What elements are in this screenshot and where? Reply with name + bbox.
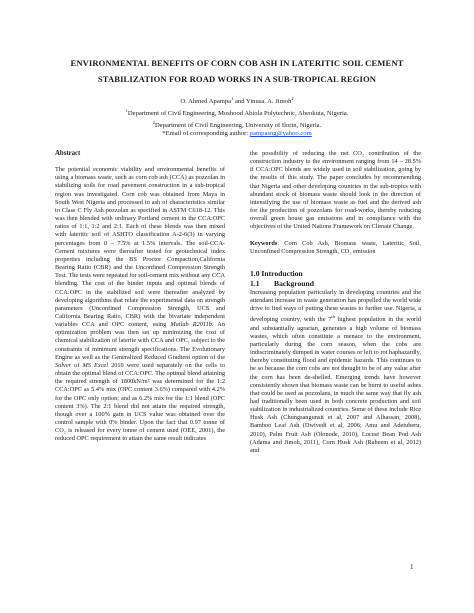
abstract-matlab: Matlab R2011b: [170, 321, 212, 329]
affiliation-1: [40, 107, 434, 119]
abstract-text-part-3: of: [71, 361, 83, 369]
abstract-paragraph: [55, 166, 225, 443]
page-number: 1: [410, 563, 414, 571]
author-names: [40, 95, 434, 107]
keywords-text: : Corn Cob Ash, Biomass waste, Lateritic Soil, Unconfined Compression Strength, CO₂ emission: [250, 239, 421, 255]
keywords-line: [250, 240, 421, 256]
affil-2-mark: 2: [152, 119, 155, 125]
abstract-msexcel: MS Excel: [82, 361, 108, 369]
paragraph-spacer: [250, 232, 421, 240]
affiliation-2: [40, 119, 434, 131]
right-column: [250, 150, 421, 455]
ordinal-suffix: th: [331, 314, 335, 320]
title-line-1: ENVIRONMENTAL BENEFITS OF CORN COB ASH IN LATERITIC SOIL CEMENT: [70, 58, 404, 68]
abstract-continuation: the possibility of reducing the net CO₂ contribution of the construction industry to the environment ranging from 14 – 28.5% if CCA:OPC blends are widely used in soil stabilization, going by the results of this study. The paper concludes by recommending that Nigeria and other developing countries in the sub-tropics with abundant stock of biomass waste should look in the direction of intensifying the use of biomass waste as fuel and the derived ash for the production of pozzolans for road-works, thereby reducing overall green house gas emissions and in compliance with the objectives of the United Nations Framework on Climate Change.: [250, 150, 421, 231]
author-2-affil-mark: 2: [291, 96, 294, 101]
abstract-text-part-2: . An optimization problem was then set up minimizing the cost of chemical stabilization of laterite with CCA and OPC, subject to the constraints of minimum strength specifications. The Evolutionary Engine as well as the Generalized Reduced Gradient option of the: [55, 321, 225, 361]
subsection-title: Background: [274, 278, 314, 288]
author-1-affil-mark: 1: [231, 96, 234, 101]
abstract-solver: Solver: [55, 361, 72, 369]
section-heading-introduction: 1.0 Introduction: [250, 268, 303, 278]
subsection-number: 1.1: [250, 278, 260, 288]
title-line-2: STABILIZATION FOR ROAD WORKS IN A SUB-TROPICAL REGION: [97, 74, 377, 84]
email-prefix: *Email of corresponding author:: [162, 130, 250, 138]
author-block: [40, 95, 434, 139]
abstract-text-part-1: The potential economic viability and environmental benefits of using a biomass waste, such as corn cob ash (CCA) as pozzolan in stabilizing soils for road pavement construction in a sub-tropical region was investigated. Corn cob was obtained from Maya in South West Nigeria and processed to ash of characteristics similar to Class C Fly Ash pozzolan as specified in ASTM C618-12. This was then blended with ordinary Portland cement in the CCA:OPC ratios of 1:1, 1:2 and 2:1. Each of these blends was then mixed with lateritic soil of ASHTO classification A-2-6(3) in varying percentages from 0 – 7.5% at 1.5% intervals. The soil-CCA-Cement mixtures were thereafter tested for geotechnical index properties including the BS Proctor Compaction,California Bearing Ratio (CBR) and the Unconfined Compression Strength Test. The tests were repeated for soil-cement mix without any CCA blending. The cost of the binder inputs and optimal blends of CCA:OPC in the stabilized soil were thereafter analyzed by developing algorithms that relate the experimental data on strength parameters (Unconfined Compression Strength, UCS and California Bearing Ratio, CBR) with the bivariate independent variables CCA and OPC content, using: [55, 166, 225, 329]
affiliation-2-text: Department of Civil Engineering, University of Ilorin, Nigeria.: [154, 121, 322, 129]
email-link[interactable]: pampasng@yahoo.com: [249, 130, 312, 138]
corresponding-email: [40, 130, 434, 139]
left-column: [55, 150, 225, 443]
abstract-text-part-4: 2010 were used separately on the cells to obtain the optimal blend of CCA:OPC. The optimal blend attaining the required strength of 1800kN/m² was determined for the 1:2 CCA:OPC as 5.4% mix (OPC content 3.6%) compared with 4.2% for the OPC only option; and as 6.2% mix for the 1:1 blend (OPC content 3%). The 2:1 blend did not attain the required strength, though over a 100% gain in UCS value was obtained over the control sample with 0% binder. Upon the fact that 0.97 tonne of CO₂ is released for every tonne of cement used (OEE, 2001), the reduced OPC requirement to attain the same result indicates: [55, 361, 225, 443]
author-2: and Yinusa. A. Jimoh: [233, 98, 292, 106]
affiliation-1-text: Department of Civil Engineering, Moshood Abiola Polytechnic, Abeokuta, Nigeria.: [127, 109, 349, 117]
author-1: O. Ahmed Apampa: [180, 98, 232, 106]
paper-title: [40, 55, 434, 87]
keywords-label: Keywords: [250, 239, 278, 247]
subsection-heading-background: [250, 279, 421, 289]
intro-text-part-1: Increasing population particularly in developing countries and the attendant increase in waste generation has propelled the world wide drive to find ways of putting these wastes to further use. Nigeria, a developing country, with the 7: [250, 288, 421, 324]
intro-text-part-2: highest population in the world and substantially agrarian, generates a high volume of biomass wastes, which often constitute a menace to the environment, particularly during the corn season, when the cobs are indiscriminately dumped in water courses or left to rot haphazardly, thereby constituting flood and epidemic hazards. This continues to be so because the corn cobs are not thought to be of any value after the corn has been de-shelled. Emerging trends have however consistently shown that biomass waste can be burnt to useful ashes that could be used as pozzolans, in much the same way that fly ash had traditionally been used in both concrete production and soil stabilization in industrialized countries. Some of these include Rice Husk Ash (Chungsangunsit et al, 2007 and Alhassan, 2008), Bamboo Leaf Ash (Dwivedi et al, 2006; Amu and Adetuberu, 2010), Palm Fruit Ash (Olonode, 2010), Locust Bean Pod Ash (Adama and Jimoh, 2011), Corn Husk Ash (Raheem et al, 2012) and: [250, 316, 421, 454]
abstract-heading: Abstract: [55, 150, 81, 157]
affil-1-mark: 1: [125, 107, 128, 113]
introduction-paragraph: [250, 289, 421, 455]
